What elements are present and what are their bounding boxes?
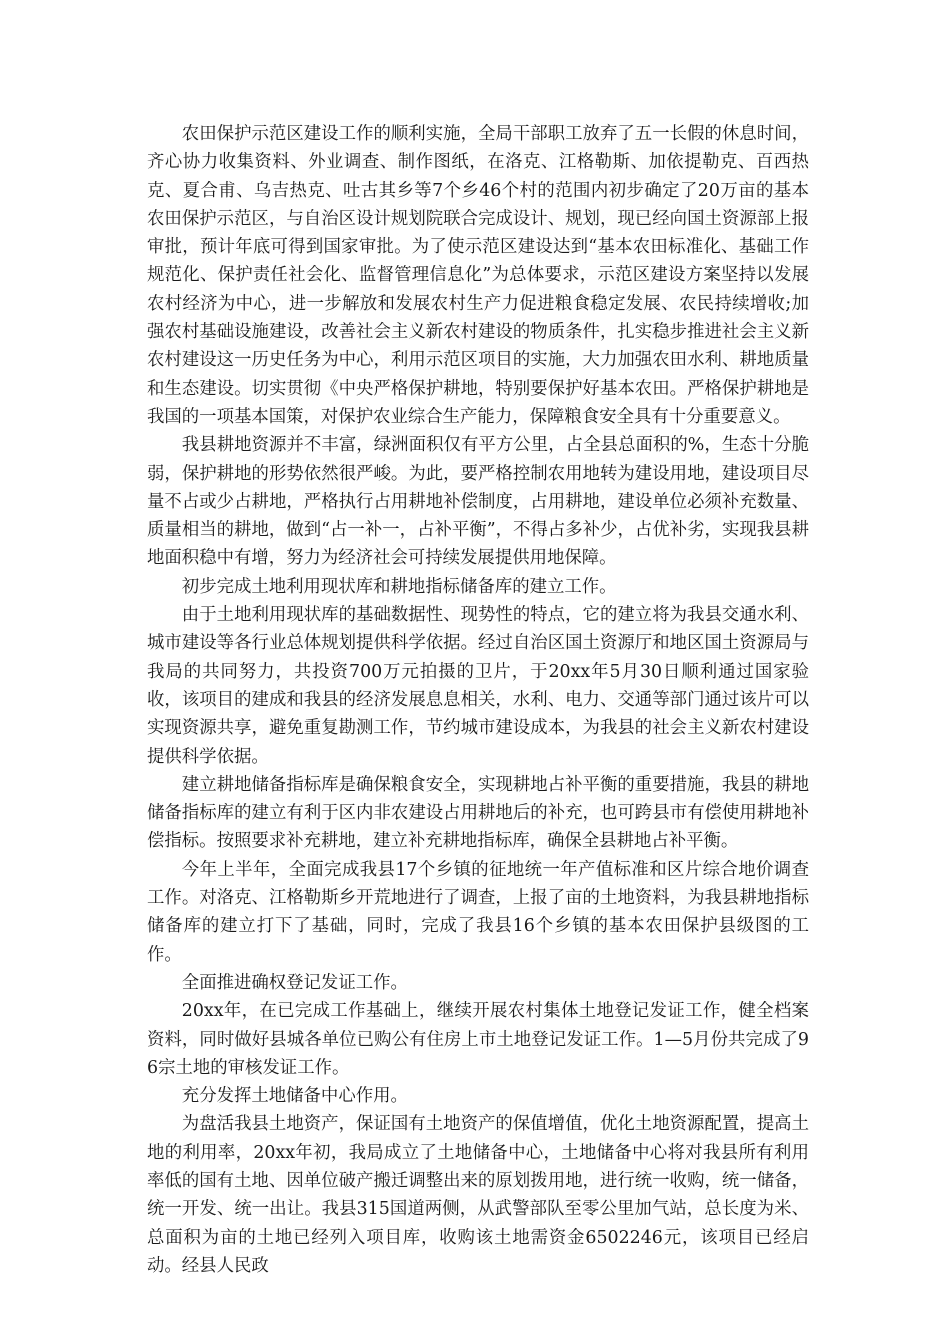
paragraph-reserve-index-database: 建立耕地储备指标库是确保粮食安全，实现耕地占补平衡的重要措施，我县的耕地储备指标库的建立有利于区内非农建设占用耕地后的补充，也可跨县市有偿使用耕地补偿指标。按照要求补充耕地，建立补充耕地指标库，确保全县耕地占补平衡。 xyxy=(147,774,809,852)
paragraph-registration-work: 20xx年，在已完成工作基础上，继续开展农村集体土地登记发证工作，健全档案资料，同时做好县城各单位已购公有住房上市土地登记发证工作。1—5月份共完成了96宗土地的审核发证工作。 xyxy=(147,1001,809,1078)
paragraph-first-half-year: 今年上半年，全面完成我县17个乡镇的征地统一年产值标准和区片综合地价调查工作。对洛克、江格勒斯乡开荒地进行了调查，上报了亩的土地资料，为我县耕地指标储备库的建立打下了基础，同时，完成了我县16个乡镇的基本农田保护县级图的工作。 xyxy=(147,859,809,965)
paragraph-heading-land-database: 初步完成土地利用现状库和耕地指标储备库的建立工作。 xyxy=(181,576,617,597)
paragraph-land-use-database: 由于土地利用现状库的基础数据性、现势性的特点，它的建立将为我县交通水利、城市建设等各行业总体规划提供科学依据。经过自治区国土资源厅和地区国土资源局与我局的共同努力，共投资700万元拍摄的卫片，于20xx年5月30日顺利通过国家验收，该项目的建成和我县的经济发展息息相关，水利、电力、交通等部门通过该片可以实现资源共享，避免重复勘测工作，节约城市建设成本，为我县的社会主义新农村建设提供科学依据。 xyxy=(147,605,809,767)
paragraph-heading-reserve-center: 充分发挥土地储备中心作用。 xyxy=(181,1086,408,1107)
paragraph-reserve-center: 为盘活我县土地资产，保证国有土地资产的保值增值，优化土地资源配置，提高土地的利用率，20xx年初，我局成立了土地储备中心，土地储备中心将对我县所有利用率低的国有土地、因单位破产搬迁调整出来的原划拨用地，进行统一收购，统一储备，统一开发、统一出让。我县315国道两侧，从武警部队至零公里加气站，总长度为米、总面积为亩的土地已经列入项目库，收购该土地需资金6502246元，该项目已经启动。经县人民政 xyxy=(147,1114,809,1276)
paragraph-farmland-demo-zone: 农田保护示范区建设工作的顺利实施，全局干部职工放弃了五一长假的休息时间，齐心协力收集资料、外业调查、制作图纸，在洛克、江格勒斯、加依提勒克、百西热克、夏合甫、乌吉热克、吐古其乡等7个乡46个村的范围内初步确定了20万亩的基本农田保护示范区，与自治区设计规划院联合完成设计、规划，现已经向国土资源部上报审批，预计年底可得到国家审批。为了使示范区建设达到“基本农田标准化、基础工作规范化、保护责任社会化、监督管理信息化”为总体要求，示范区建设方案坚持以发展农村经济为中心，进一步解放和发展农村生产力促进粮食稳定发展、农民持续增收;加强农村基础设施建设，改善社会主义新农村建设的物质条件，扎实稳步推进社会主义新农村建设这一历史任务为中心，利用示范区项目的实施，大力加强农田水利、耕地质量和生态建设。切实贯彻《中央严格保护耕地，特别要保护好基本农田。严格保护耕地是我国的一项基本国策，对保护农业综合生产能力，保障粮食安全具有十分重要意义。 xyxy=(147,124,809,427)
paragraph-arable-land-resources: 我县耕地资源并不丰富，绿洲面积仅有平方公里，占全县总面积的%，生态十分脆弱，保护耕地的形势依然很严峻。为此，要严格控制农用地转为建设用地，建设项目尽量不占或少占耕地，严格执行占用耕地补偿制度，占用耕地，建设单位必须补充数量、质量相当的耕地，做到“占一补一，占补平衡”，不得占多补少，占优补劣，实现我县耕地面积稳中有增，努力为经济社会可持续发展提供用地保障。 xyxy=(147,435,809,569)
document-body xyxy=(147,120,809,1280)
paragraph-heading-registration: 全面推进确权登记发证工作。 xyxy=(181,972,408,993)
